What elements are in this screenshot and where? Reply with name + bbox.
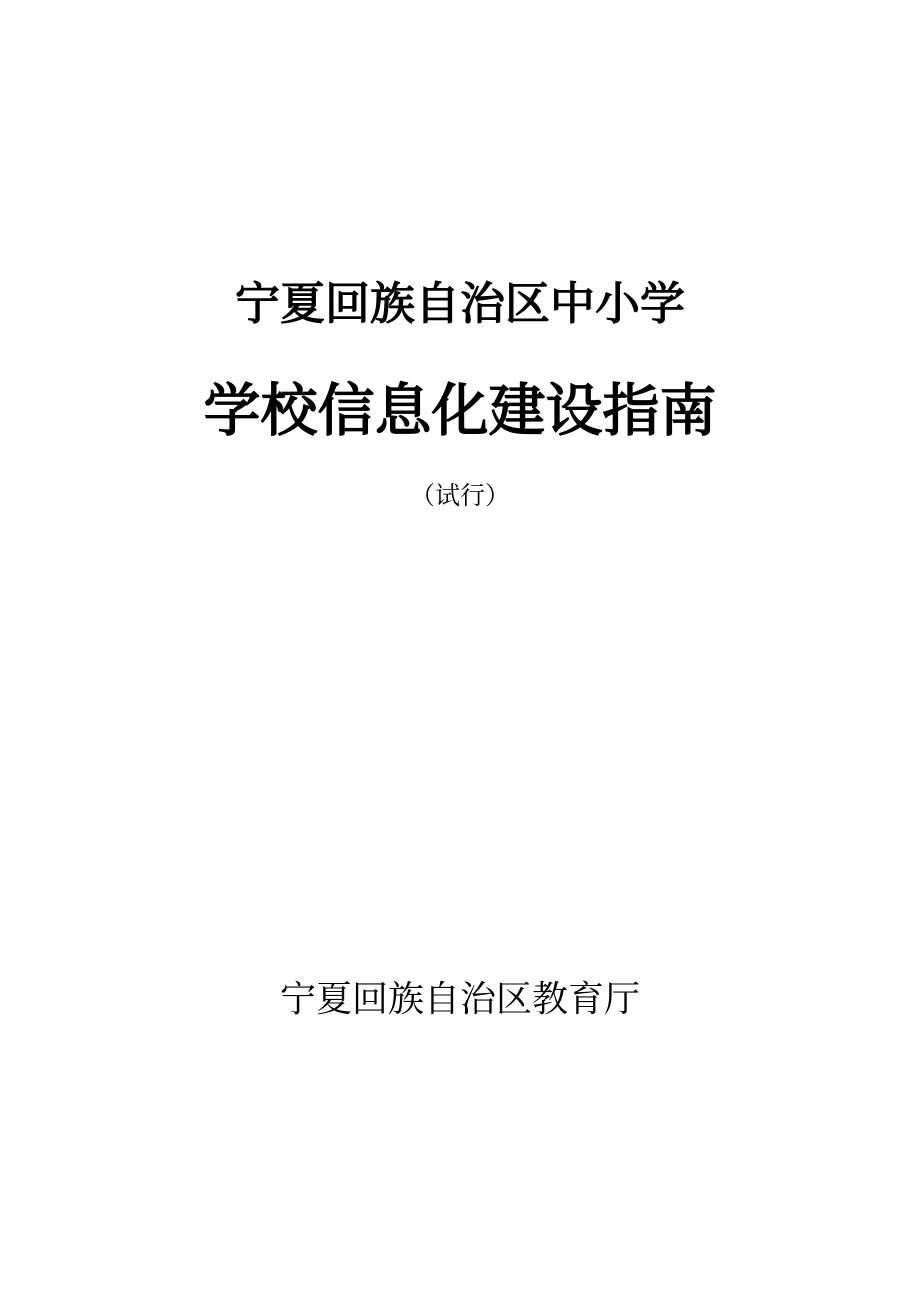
doc-title-line-2: 学校信息化建设指南 (203, 379, 717, 443)
doc-publisher: 宁夏回族自治区教育厅 (279, 979, 640, 1020)
doc-subtitle: （试行） (409, 481, 510, 510)
doc-title-line-1: 宁夏回族自治区中小学 (234, 278, 685, 329)
